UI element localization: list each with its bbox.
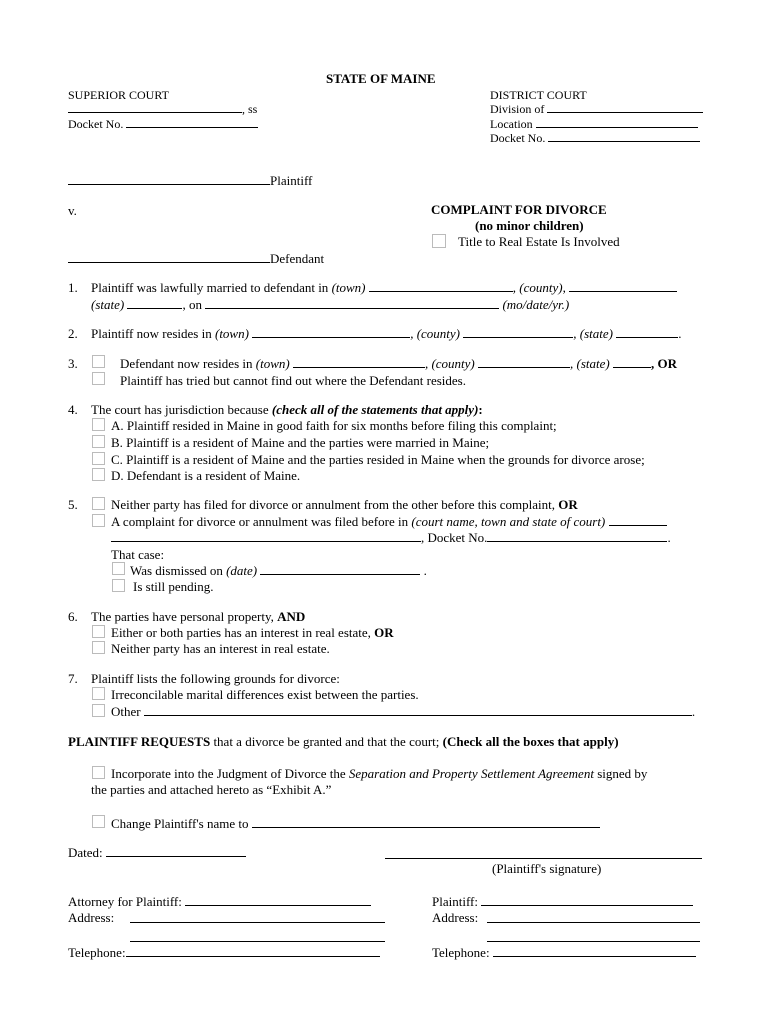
pending-text: Is still pending.: [133, 579, 214, 594]
plaintiff-info-label: Plaintiff:: [432, 894, 478, 909]
real-estate-checkbox[interactable]: [432, 234, 446, 248]
dismissed-line: [130, 563, 427, 579]
dated-label: Dated:: [68, 845, 103, 860]
attorney-telephone-label: Telephone:: [68, 945, 126, 960]
item-1-date-label: (mo/date/yr.): [502, 297, 570, 312]
item-7-end: .: [691, 704, 696, 719]
plaintiff-county-field[interactable]: [463, 326, 573, 338]
item-5b-text: A complaint for divorce or annulment was filed before in: [111, 514, 409, 529]
item-3a-text: Defendant now resides in: [120, 356, 253, 371]
marriage-state-field[interactable]: [127, 297, 182, 309]
plaintiff-name-field[interactable]: [68, 173, 270, 185]
item-3b-checkbox[interactable]: [92, 372, 105, 385]
item-3a-line: [120, 356, 677, 372]
item-5-docket-label: , Docket No.: [421, 530, 488, 545]
docket-row-right: [490, 130, 700, 146]
item-3a-checkbox[interactable]: [92, 355, 105, 368]
dismissed-date-field[interactable]: [260, 563, 420, 575]
plaintiff-row: [68, 173, 312, 189]
complaint-subtitle: (no minor children): [475, 218, 584, 233]
attorney-label: Attorney for Plaintiff:: [68, 894, 182, 909]
docket-label-right: Docket No.: [490, 131, 546, 145]
attorney-address-field-2[interactable]: [130, 940, 385, 942]
county-ss-row: [68, 101, 257, 117]
docket-row-left: [68, 116, 258, 132]
item-7b-line: [111, 704, 695, 720]
request-1-text-a: Incorporate into the Judgment of Divorce the: [111, 766, 346, 781]
plaintiff-telephone-row: [432, 945, 696, 961]
item-4c-checkbox[interactable]: [92, 452, 105, 465]
item-6b-checkbox[interactable]: [92, 641, 105, 654]
docket-field-left[interactable]: [126, 116, 258, 128]
item-2-number: 2.: [68, 326, 78, 341]
division-label: Division of: [490, 102, 545, 116]
pending-checkbox[interactable]: [112, 579, 125, 592]
division-row: [490, 101, 703, 117]
request-2-text: Change Plaintiff's name to: [111, 816, 249, 831]
requests-check-note: (Check all the boxes that apply): [442, 734, 619, 749]
request-1-agreement: Separation and Property Settlement Agreement: [348, 766, 594, 781]
item-5-court-label: (court name, town and state of court): [411, 514, 606, 529]
item-4a-text: A. Plaintiff resided in Maine in good faith for six months before filing this complaint;: [111, 418, 557, 433]
item-7b-text: Other: [111, 704, 141, 719]
item-4d-text: D. Defendant is a resident of Maine.: [111, 468, 301, 483]
item-5-or: OR: [558, 497, 578, 512]
signature-caption: (Plaintiff's signature): [492, 861, 602, 876]
county-field[interactable]: [68, 101, 242, 113]
prior-docket-field[interactable]: [487, 530, 667, 542]
item-1-number: 1.: [68, 280, 78, 295]
plaintiff-state-field[interactable]: [616, 326, 678, 338]
item-5b-line: [111, 514, 667, 530]
plaintiff-telephone-field[interactable]: [493, 945, 696, 957]
item-2-town-label: (town): [214, 326, 249, 341]
that-case-label: That case:: [111, 547, 165, 562]
item-7-number: 7.: [68, 671, 78, 686]
item-7a-checkbox[interactable]: [92, 687, 105, 700]
item-3-county-label: , (county): [424, 356, 475, 371]
plaintiff-address-field[interactable]: [487, 921, 700, 923]
item-6a-text: Either or both parties has an interest in real estate,: [111, 625, 371, 640]
marriage-county-field[interactable]: [569, 280, 677, 292]
item-5a-text: Neither party has filed for divorce or annulment from the other before this complaint,: [111, 497, 556, 512]
superior-court-label: SUPERIOR COURT: [68, 88, 169, 102]
item-6-or: OR: [374, 625, 394, 640]
item-7a-text: Irreconcilable marital differences exist between the parties.: [111, 687, 419, 702]
plaintiff-town-field[interactable]: [252, 326, 410, 338]
item-5b-line-2: [111, 530, 671, 546]
attorney-address-field[interactable]: [130, 921, 385, 923]
requests-heading: [68, 734, 619, 750]
item-2-line: [91, 326, 681, 342]
request-2-line: [111, 816, 600, 832]
division-field[interactable]: [547, 101, 703, 113]
complaint-title: COMPLAINT FOR DIVORCE: [431, 202, 607, 217]
request-1-line-2: the parties and attached hereto as “Exhibit A.”: [91, 782, 332, 797]
item-4-colon: :: [478, 402, 483, 417]
item-1-on-label: , on: [182, 297, 202, 312]
defendant-state-field[interactable]: [613, 356, 651, 368]
item-2-county-label: , (county): [410, 326, 460, 341]
request-2-checkbox[interactable]: [92, 815, 105, 828]
item-1-text: Plaintiff was lawfully married to defendant in: [91, 280, 329, 295]
item-5-number: 5.: [68, 497, 78, 512]
request-1-checkbox[interactable]: [92, 766, 105, 779]
dismissed-dot: .: [423, 563, 427, 578]
defendant-name-field[interactable]: [68, 251, 270, 263]
item-6-and: AND: [277, 609, 306, 624]
location-field[interactable]: [536, 116, 698, 128]
page-title: STATE OF MAINE: [326, 71, 436, 86]
ss-label: , ss: [242, 102, 258, 116]
requests-mid: that a divorce be granted and that the court;: [213, 734, 440, 749]
item-5a-checkbox[interactable]: [92, 497, 105, 510]
defendant-label: Defendant: [270, 251, 325, 266]
item-6b-text: Neither party has an interest in real estate.: [111, 641, 330, 656]
request-1-text-c: signed by: [597, 766, 648, 781]
docket-label: Docket No.: [68, 117, 124, 131]
item-1-town-label: (town): [331, 280, 366, 295]
item-2-end: .: [678, 326, 682, 341]
item-4b-text: B. Plaintiff is a resident of Maine and the parties were married in Maine;: [111, 435, 490, 450]
item-4a-checkbox[interactable]: [92, 418, 105, 431]
plaintiff-label: Plaintiff: [270, 173, 313, 188]
defendant-row: [68, 251, 324, 267]
item-7b-checkbox[interactable]: [92, 704, 105, 717]
item-4-line: [91, 402, 483, 418]
item-2-state-label: , (state): [573, 326, 613, 341]
item-6a-checkbox[interactable]: [92, 625, 105, 638]
dismissed-checkbox[interactable]: [112, 562, 125, 575]
other-grounds-field[interactable]: [144, 704, 692, 716]
item-4-number: 4.: [68, 402, 78, 417]
plaintiff-signature-line[interactable]: [385, 857, 702, 859]
prior-court-field-2[interactable]: [111, 530, 421, 542]
item-4c-text: C. Plaintiff is a resident of Maine and the parties resided in Maine when the grounds for divorce arose;: [111, 452, 645, 467]
new-name-field[interactable]: [252, 816, 600, 828]
real-estate-label: Title to Real Estate Is Involved: [458, 234, 620, 249]
item-1-line-2: [91, 297, 569, 313]
attorney-address-label: Address:: [68, 910, 115, 925]
district-court-label: DISTRICT COURT: [490, 88, 587, 102]
defendant-county-field[interactable]: [478, 356, 570, 368]
item-4-check-note: (check all of the statements that apply): [271, 402, 479, 417]
item-5a-line: [111, 497, 578, 513]
item-3b-text: Plaintiff has tried but cannot find out where the Defendant resides.: [120, 373, 466, 388]
versus-label: v.: [68, 203, 77, 218]
requests-lead: PLAINTIFF REQUESTS: [68, 734, 211, 749]
dismissed-text: Was dismissed on: [130, 563, 223, 578]
item-7-text: Plaintiff lists the following grounds for divorce:: [91, 671, 340, 686]
item-6-line: [91, 609, 305, 625]
item-6-number: 6.: [68, 609, 78, 624]
dismissed-date-label: (date): [226, 563, 258, 578]
item-5b-checkbox[interactable]: [92, 514, 105, 527]
item-1-state-label: (state): [91, 297, 125, 312]
item-3-state-label: , (state): [570, 356, 610, 371]
plaintiff-address-field-2[interactable]: [487, 940, 700, 942]
plaintiff-info-row: [432, 894, 693, 910]
plaintiff-address-label: Address:: [432, 910, 479, 925]
item-1-county-label: , (county),: [512, 280, 566, 295]
item-6-text: The parties have personal property,: [91, 609, 274, 624]
item-3-town-label: (town): [255, 356, 290, 371]
plaintiff-telephone-label: Telephone:: [432, 945, 490, 960]
defendant-town-field[interactable]: [293, 356, 425, 368]
item-4-text: The court has jurisdiction because: [91, 402, 269, 417]
item-4d-checkbox[interactable]: [92, 468, 105, 481]
location-label: Location: [490, 117, 533, 131]
item-5-end: .: [667, 530, 671, 545]
prior-court-field[interactable]: [609, 514, 667, 526]
item-4b-checkbox[interactable]: [92, 435, 105, 448]
attorney-field[interactable]: [185, 894, 371, 906]
item-1-line-1: [91, 280, 677, 296]
dated-field[interactable]: [106, 845, 246, 857]
item-6a-line: [111, 625, 394, 641]
dated-row: [68, 845, 246, 861]
attorney-telephone-row: [68, 945, 380, 961]
docket-field-right[interactable]: [548, 130, 700, 142]
attorney-telephone-field[interactable]: [126, 945, 380, 957]
marriage-town-field[interactable]: [369, 280, 513, 292]
marriage-date-field[interactable]: [205, 297, 499, 309]
item-3-or: , OR: [650, 356, 677, 371]
plaintiff-info-field[interactable]: [481, 894, 693, 906]
item-2-text: Plaintiff now resides in: [91, 326, 212, 341]
item-3-number: 3.: [68, 356, 78, 371]
attorney-row: [68, 894, 371, 910]
request-1-line-1: [111, 766, 647, 782]
